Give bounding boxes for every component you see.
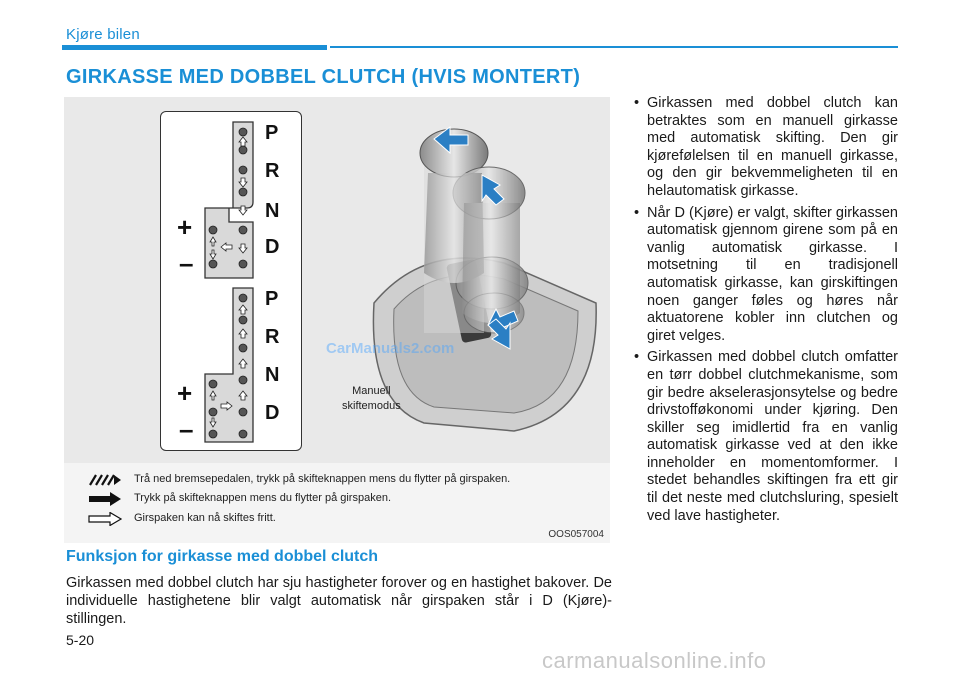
footer-watermark: carmanualsonline.info <box>542 648 767 673</box>
bullet-item: • Girkassen med dobbel clutch kan betraktes som en manuell girkasse med automatisk skifting. Den gir kjørefølelsen til en manuell girkasse, og den gir bekvemmeligheten til en helautomatisk girkasse. <box>634 95 898 201</box>
hatched-arrow-icon <box>88 473 122 487</box>
shift-gate-panel <box>160 111 302 451</box>
gate-letter-r-bottom: R <box>265 326 280 348</box>
section-label: Kjøre bilen <box>66 26 140 43</box>
subsection-body: Girkassen med dobbel clutch har sju hastigheter forover og en hastighet bakover. De individuelle hastighetene blir valgt automatisk når girspaken står i D (Kjøre)-stillingen. <box>66 575 612 627</box>
gate-letter-n-top: N <box>265 200 280 222</box>
figure-code: OOS057004 <box>548 529 604 540</box>
plus-sign-top: + <box>177 212 193 242</box>
gate-letter-d-bottom: D <box>265 402 280 424</box>
page-number: 5-20 <box>66 632 95 648</box>
gate-letter-n-bottom: N <box>265 364 280 386</box>
minus-sign-bottom: – <box>179 414 194 444</box>
bullet-list <box>634 95 898 529</box>
header-bar-thick <box>62 45 327 50</box>
callout-line-2: skiftemodus <box>342 400 401 412</box>
plus-sign-bottom: + <box>177 378 193 408</box>
solid-arrow-icon <box>88 492 122 506</box>
bullet-item: • Girkassen med dobbel clutch omfatter en tørr dobbel clutchmekanisme, som gir bedre akselerasjonsytelse og bedre drivstofføkonomi under kjøring. Den skiller seg imidlertid fra en vanlig automatisk girkasse ved at den ikke inneholder en momentomformer. I stedet behandles skiftingen fra ett gir til det neste med clutchsluring, spesielt ved lave hastigheter. <box>634 349 898 525</box>
gate-letter-r-top: R <box>265 160 280 182</box>
minus-sign-top: – <box>179 248 194 278</box>
gate-letter-p-top: P <box>265 122 279 144</box>
manual-mode-callout <box>342 384 401 414</box>
subsection-title: Funksjon for girkasse med dobbel clutch <box>66 548 379 565</box>
page-title: GIRKASSE MED DOBBEL CLUTCH (HVIS MONTERT) <box>66 66 581 88</box>
callout-line-1: Manuell <box>352 385 391 397</box>
bullet-item: • Når D (Kjøre) er valgt, skifter girkassen automatisk gjennom girene som på en vanlig automatisk girkasse. I motsetning til en tradisjonell automatisk girkasse, kan girskiftingen noen ganger føles og høres når aktuatorene kobler inn clutchen og giret velges. <box>634 205 898 346</box>
legend-text-2: Trykk på skifteknappen mens du flytter på girspaken. <box>134 492 391 504</box>
legend-text-3: Girspaken kan nå skiftes fritt. <box>134 512 276 524</box>
watermark: CarManuals2.com <box>326 340 455 357</box>
gate-letter-p-bottom: P <box>265 288 279 310</box>
header-bar-thin <box>330 46 898 48</box>
outline-arrow-icon <box>88 512 122 526</box>
legend-text-1: Trå ned bremsepedalen, trykk på skifteknappen mens du flytter på girspaken. <box>134 473 511 485</box>
figure-legend <box>64 463 610 543</box>
gate-letter-d-top: D <box>265 236 280 258</box>
